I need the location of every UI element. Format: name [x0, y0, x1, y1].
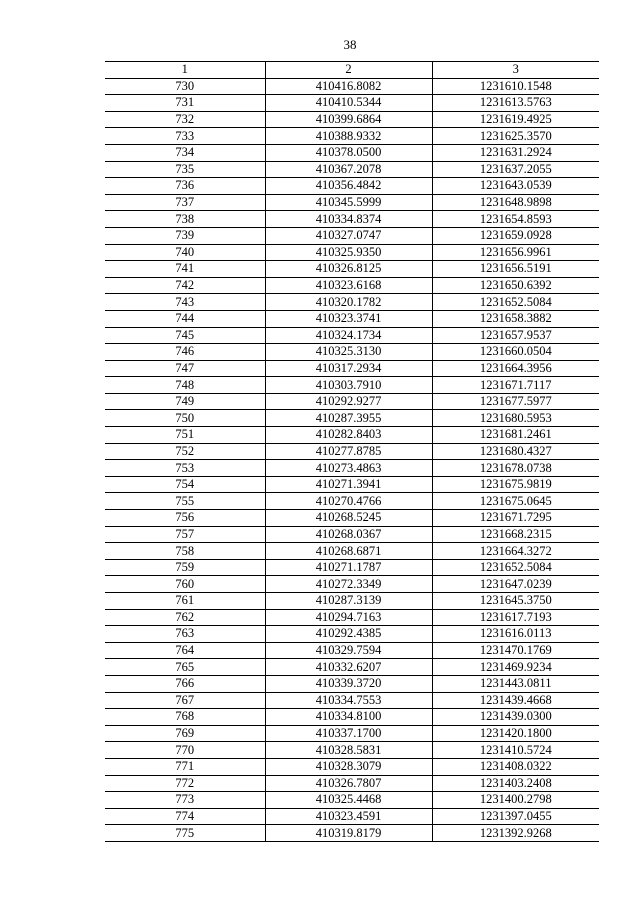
- table-row: [105, 808, 599, 825]
- y-coordinate-cell: 1231678.0738: [432, 460, 599, 477]
- coordinates-table: [105, 61, 599, 842]
- x-coordinate-cell: 410268.5245: [265, 510, 432, 527]
- x-coordinate-cell: 410334.8100: [265, 709, 432, 726]
- point-number-cell: 755: [105, 493, 265, 510]
- point-number-cell: 767: [105, 692, 265, 709]
- point-number-cell: 765: [105, 659, 265, 676]
- point-number-cell: 773: [105, 792, 265, 809]
- x-coordinate-cell: 410323.4591: [265, 808, 432, 825]
- x-coordinate-cell: 410339.3720: [265, 675, 432, 692]
- x-coordinate-cell: 410282.8403: [265, 427, 432, 444]
- table-row: [105, 460, 599, 477]
- point-number-cell: 743: [105, 294, 265, 311]
- table-row: [105, 327, 599, 344]
- y-coordinate-cell: 1231420.1800: [432, 725, 599, 742]
- y-coordinate-cell: 1231645.3750: [432, 593, 599, 610]
- y-coordinate-cell: 1231631.2924: [432, 144, 599, 161]
- point-number-cell: 762: [105, 609, 265, 626]
- point-number-cell: 741: [105, 261, 265, 278]
- y-coordinate-cell: 1231619.4925: [432, 111, 599, 128]
- y-coordinate-cell: 1231650.6392: [432, 277, 599, 294]
- table-row: [105, 510, 599, 527]
- table-row: [105, 758, 599, 775]
- y-coordinate-cell: 1231408.0322: [432, 758, 599, 775]
- table-row: [105, 344, 599, 361]
- point-number-cell: 766: [105, 675, 265, 692]
- table-row: [105, 825, 599, 842]
- x-coordinate-cell: 410292.9277: [265, 393, 432, 410]
- x-coordinate-cell: 410294.7163: [265, 609, 432, 626]
- x-coordinate-cell: 410388.9332: [265, 128, 432, 145]
- x-coordinate-cell: 410416.8082: [265, 78, 432, 95]
- y-coordinate-cell: 1231652.5084: [432, 294, 599, 311]
- x-coordinate-cell: 410287.3955: [265, 410, 432, 427]
- table-row: [105, 476, 599, 493]
- y-coordinate-cell: 1231443.0811: [432, 675, 599, 692]
- table-row: [105, 559, 599, 576]
- point-number-cell: 774: [105, 808, 265, 825]
- table-row: [105, 178, 599, 195]
- x-coordinate-cell: 410292.4385: [265, 626, 432, 643]
- x-coordinate-cell: 410324.1734: [265, 327, 432, 344]
- x-coordinate-cell: 410337.1700: [265, 725, 432, 742]
- y-coordinate-cell: 1231439.4668: [432, 692, 599, 709]
- point-number-cell: 746: [105, 344, 265, 361]
- x-coordinate-cell: 410399.6864: [265, 111, 432, 128]
- point-number-cell: 730: [105, 78, 265, 95]
- table-row: [105, 111, 599, 128]
- y-coordinate-cell: 1231656.9961: [432, 244, 599, 261]
- point-number-cell: 768: [105, 709, 265, 726]
- table-row: [105, 95, 599, 112]
- y-coordinate-cell: 1231652.5084: [432, 559, 599, 576]
- point-number-cell: 739: [105, 227, 265, 244]
- point-number-cell: 753: [105, 460, 265, 477]
- table-row: [105, 310, 599, 327]
- point-number-cell: 742: [105, 277, 265, 294]
- table-row: [105, 78, 599, 95]
- table-row: [105, 659, 599, 676]
- table-row: [105, 543, 599, 560]
- point-number-cell: 748: [105, 377, 265, 394]
- x-coordinate-cell: 410317.2934: [265, 360, 432, 377]
- y-coordinate-cell: 1231677.5977: [432, 393, 599, 410]
- y-coordinate-cell: 1231681.2461: [432, 427, 599, 444]
- x-coordinate-cell: 410320.1782: [265, 294, 432, 311]
- y-coordinate-cell: 1231648.9898: [432, 194, 599, 211]
- point-number-cell: 732: [105, 111, 265, 128]
- y-coordinate-cell: 1231403.2408: [432, 775, 599, 792]
- y-coordinate-cell: 1231668.2315: [432, 526, 599, 543]
- x-coordinate-cell: 410287.3139: [265, 593, 432, 610]
- point-number-cell: 770: [105, 742, 265, 759]
- table-row: [105, 609, 599, 626]
- table-header-row: [105, 62, 599, 79]
- point-number-cell: 744: [105, 310, 265, 327]
- point-number-cell: 775: [105, 825, 265, 842]
- x-coordinate-cell: 410325.3130: [265, 344, 432, 361]
- x-coordinate-cell: 410328.3079: [265, 758, 432, 775]
- point-number-cell: 761: [105, 593, 265, 610]
- point-number-cell: 763: [105, 626, 265, 643]
- x-coordinate-cell: 410329.7594: [265, 642, 432, 659]
- point-number-cell: 758: [105, 543, 265, 560]
- x-coordinate-cell: 410326.7807: [265, 775, 432, 792]
- table-row: [105, 144, 599, 161]
- point-number-cell: 756: [105, 510, 265, 527]
- point-number-cell: 747: [105, 360, 265, 377]
- y-coordinate-cell: 1231664.3956: [432, 360, 599, 377]
- table-row: [105, 742, 599, 759]
- y-coordinate-cell: 1231617.7193: [432, 609, 599, 626]
- y-coordinate-cell: 1231470.1769: [432, 642, 599, 659]
- point-number-cell: 769: [105, 725, 265, 742]
- point-number-cell: 735: [105, 161, 265, 178]
- point-number-cell: 733: [105, 128, 265, 145]
- table-row: [105, 792, 599, 809]
- x-coordinate-cell: 410325.4468: [265, 792, 432, 809]
- y-coordinate-cell: 1231410.5724: [432, 742, 599, 759]
- table-row: [105, 692, 599, 709]
- y-coordinate-cell: 1231400.2798: [432, 792, 599, 809]
- table-row: [105, 493, 599, 510]
- x-coordinate-cell: 410323.6168: [265, 277, 432, 294]
- table-row: [105, 128, 599, 145]
- point-number-cell: 757: [105, 526, 265, 543]
- y-coordinate-cell: 1231659.0928: [432, 227, 599, 244]
- table-row: [105, 775, 599, 792]
- table-row: [105, 593, 599, 610]
- y-coordinate-cell: 1231469.9234: [432, 659, 599, 676]
- table-row: [105, 227, 599, 244]
- y-coordinate-cell: 1231658.3882: [432, 310, 599, 327]
- column-header-3: 3: [432, 62, 599, 79]
- y-coordinate-cell: 1231643.0539: [432, 178, 599, 195]
- x-coordinate-cell: 410323.3741: [265, 310, 432, 327]
- x-coordinate-cell: 410410.5344: [265, 95, 432, 112]
- table-row: [105, 194, 599, 211]
- table-row: [105, 261, 599, 278]
- x-coordinate-cell: 410271.3941: [265, 476, 432, 493]
- point-number-cell: 771: [105, 758, 265, 775]
- y-coordinate-cell: 1231439.0300: [432, 709, 599, 726]
- x-coordinate-cell: 410327.0747: [265, 227, 432, 244]
- point-number-cell: 734: [105, 144, 265, 161]
- point-number-cell: 738: [105, 211, 265, 228]
- y-coordinate-cell: 1231675.9819: [432, 476, 599, 493]
- point-number-cell: 750: [105, 410, 265, 427]
- table-row: [105, 443, 599, 460]
- x-coordinate-cell: 410325.9350: [265, 244, 432, 261]
- y-coordinate-cell: 1231397.0455: [432, 808, 599, 825]
- table-row: [105, 642, 599, 659]
- x-coordinate-cell: 410319.8179: [265, 825, 432, 842]
- point-number-cell: 760: [105, 576, 265, 593]
- point-number-cell: 754: [105, 476, 265, 493]
- x-coordinate-cell: 410328.5831: [265, 742, 432, 759]
- y-coordinate-cell: 1231637.2055: [432, 161, 599, 178]
- table-row: [105, 725, 599, 742]
- x-coordinate-cell: 410270.4766: [265, 493, 432, 510]
- y-coordinate-cell: 1231680.4327: [432, 443, 599, 460]
- table-row: [105, 626, 599, 643]
- table-row: [105, 294, 599, 311]
- y-coordinate-cell: 1231647.0239: [432, 576, 599, 593]
- column-header-1: 1: [105, 62, 265, 79]
- x-coordinate-cell: 410272.3349: [265, 576, 432, 593]
- x-coordinate-cell: 410356.4842: [265, 178, 432, 195]
- y-coordinate-cell: 1231610.1548: [432, 78, 599, 95]
- table-row: [105, 709, 599, 726]
- page-number: 38: [343, 37, 357, 52]
- y-coordinate-cell: 1231660.0504: [432, 344, 599, 361]
- table-row: [105, 161, 599, 178]
- x-coordinate-cell: 410268.6871: [265, 543, 432, 560]
- y-coordinate-cell: 1231671.7295: [432, 510, 599, 527]
- y-coordinate-cell: 1231675.0645: [432, 493, 599, 510]
- x-coordinate-cell: 410332.6207: [265, 659, 432, 676]
- x-coordinate-cell: 410378.0500: [265, 144, 432, 161]
- x-coordinate-cell: 410271.1787: [265, 559, 432, 576]
- table-row: [105, 211, 599, 228]
- x-coordinate-cell: 410334.7553: [265, 692, 432, 709]
- y-coordinate-cell: 1231680.5953: [432, 410, 599, 427]
- table-row: [105, 526, 599, 543]
- point-number-cell: 740: [105, 244, 265, 261]
- point-number-cell: 751: [105, 427, 265, 444]
- x-coordinate-cell: 410273.4863: [265, 460, 432, 477]
- x-coordinate-cell: 410345.5999: [265, 194, 432, 211]
- x-coordinate-cell: 410334.8374: [265, 211, 432, 228]
- table-body: [105, 78, 599, 841]
- point-number-cell: 749: [105, 393, 265, 410]
- y-coordinate-cell: 1231625.3570: [432, 128, 599, 145]
- x-coordinate-cell: 410367.2078: [265, 161, 432, 178]
- point-number-cell: 759: [105, 559, 265, 576]
- point-number-cell: 764: [105, 642, 265, 659]
- x-coordinate-cell: 410326.8125: [265, 261, 432, 278]
- y-coordinate-cell: 1231664.3272: [432, 543, 599, 560]
- point-number-cell: 731: [105, 95, 265, 112]
- point-number-cell: 736: [105, 178, 265, 195]
- y-coordinate-cell: 1231657.9537: [432, 327, 599, 344]
- table-row: [105, 576, 599, 593]
- point-number-cell: 752: [105, 443, 265, 460]
- x-coordinate-cell: 410277.8785: [265, 443, 432, 460]
- table-row: [105, 360, 599, 377]
- x-coordinate-cell: 410303.7910: [265, 377, 432, 394]
- table-row: [105, 377, 599, 394]
- point-number-cell: 745: [105, 327, 265, 344]
- table-row: [105, 675, 599, 692]
- x-coordinate-cell: 410268.0367: [265, 526, 432, 543]
- point-number-cell: 737: [105, 194, 265, 211]
- table-row: [105, 427, 599, 444]
- y-coordinate-cell: 1231613.5763: [432, 95, 599, 112]
- y-coordinate-cell: 1231616.0113: [432, 626, 599, 643]
- y-coordinate-cell: 1231671.7117: [432, 377, 599, 394]
- table-row: [105, 277, 599, 294]
- y-coordinate-cell: 1231656.5191: [432, 261, 599, 278]
- table-row: [105, 393, 599, 410]
- point-number-cell: 772: [105, 775, 265, 792]
- table-row: [105, 244, 599, 261]
- table-row: [105, 410, 599, 427]
- column-header-2: 2: [265, 62, 432, 79]
- y-coordinate-cell: 1231654.8593: [432, 211, 599, 228]
- y-coordinate-cell: 1231392.9268: [432, 825, 599, 842]
